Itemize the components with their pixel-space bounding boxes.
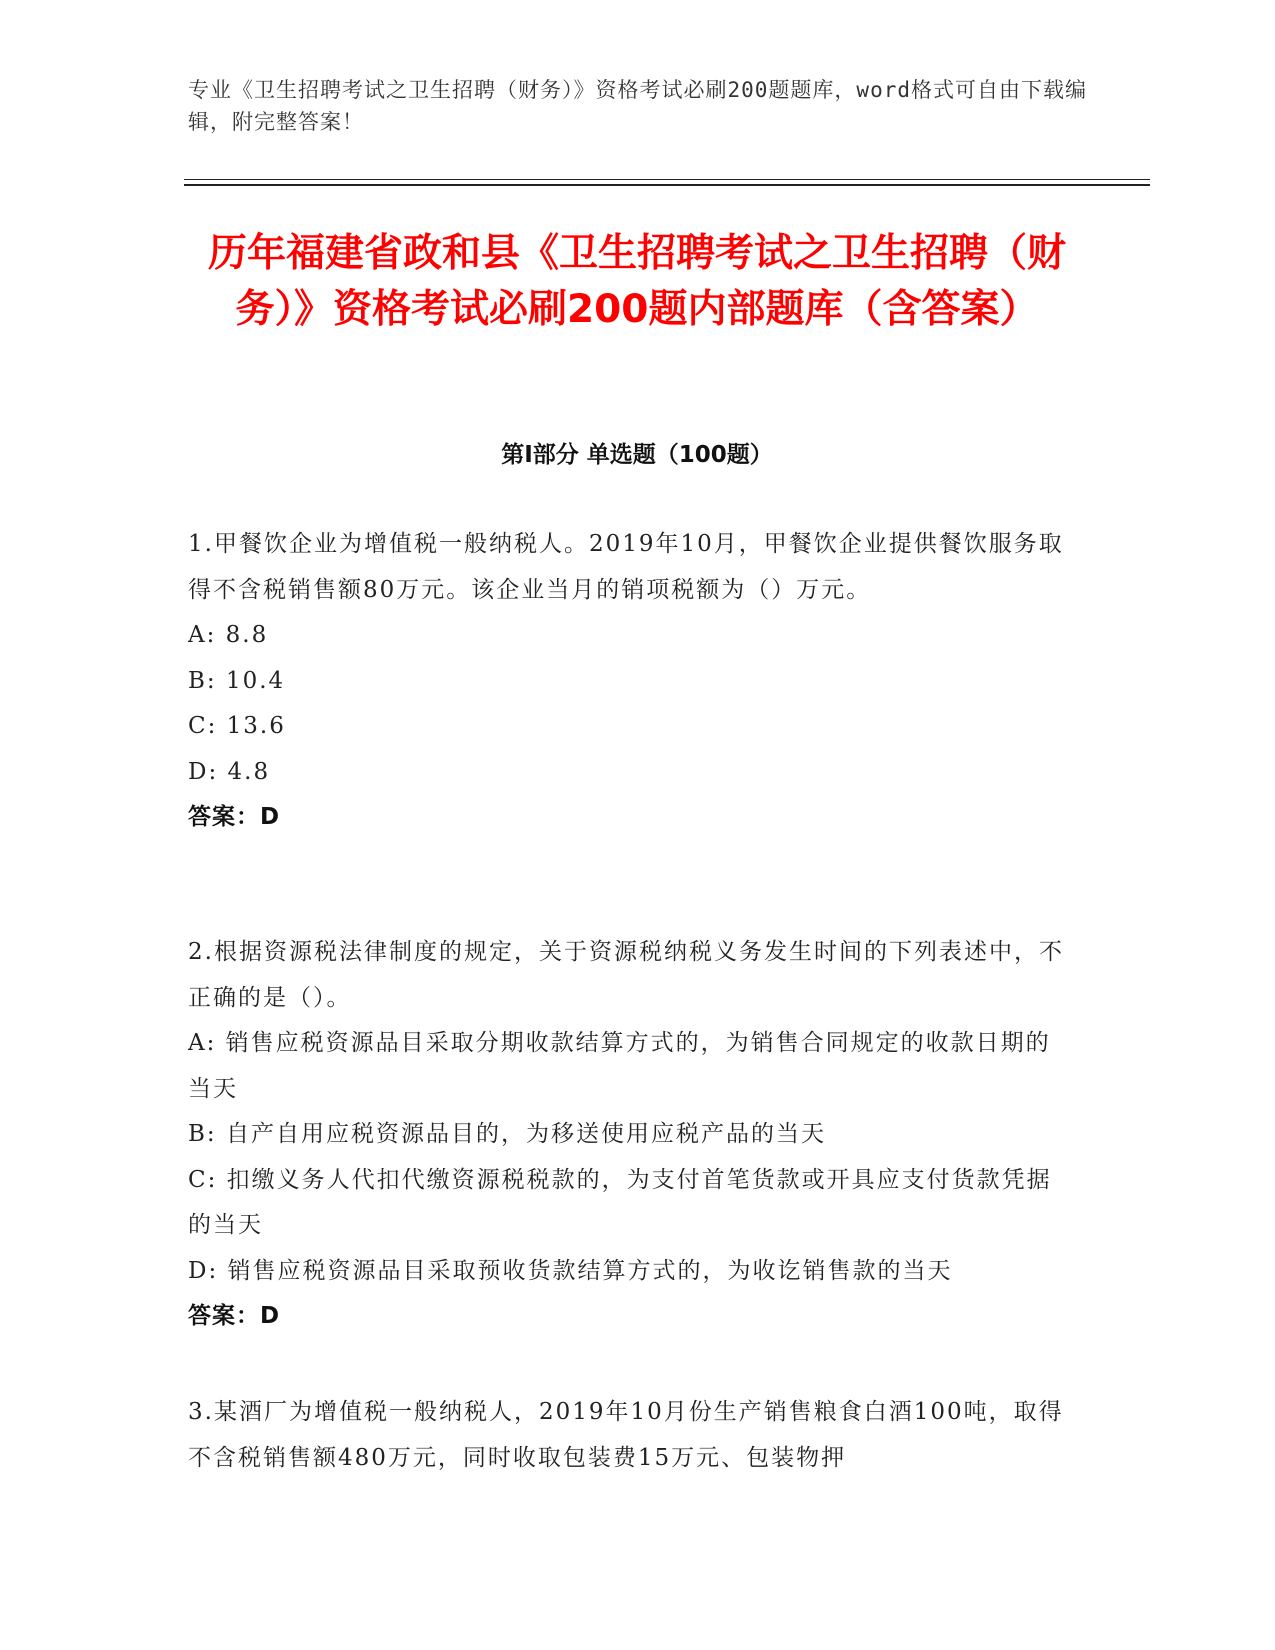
question-1 — [188, 522, 1068, 841]
question-3 — [188, 1390, 1068, 1481]
question-stem: 1.甲餐饮企业为增值税一般纳税人。2019年10月，甲餐饮企业提供餐饮服务取得不含税销售额80万元。该企业当月的销项税额为（）万元。 — [188, 531, 1064, 603]
option-a: A: 8.8 — [188, 622, 269, 648]
option-c: C: 13.6 — [188, 713, 286, 739]
document-title: 历年福建省政和县《卫生招聘考试之卫生招聘（财务）》资格考试必刷200题内部题库（含答案） — [207, 231, 1066, 332]
option-b: B: 10.4 — [188, 667, 286, 694]
option-d: D: 销售应税资源品目采取预收货款结算方式的，为收讫销售款的当天 — [188, 1257, 953, 1284]
header-note: 专业《卫生招聘考试之卫生招聘（财务）》资格考试必刷200题题库，word格式可自由下载编辑，附完整答案！ — [188, 78, 1087, 134]
answer-line: 答案：D — [188, 1303, 281, 1329]
option-b: B: 自产自用应税资源品目的，为移送使用应税产品的当天 — [188, 1121, 826, 1147]
header-divider-thick — [184, 184, 1150, 186]
option-c: C: 扣缴义务人代扣代缴资源税税款的，为支付首笔货款或开具应支付货款凭据的当天 — [188, 1166, 1052, 1238]
question-2 — [188, 930, 1068, 1340]
question-stem: 3.某酒厂为增值税一般纳税人，2019年10月份生产销售粮食白酒100吨，取得不含税销售额480万元，同时收取包装费15万元、包装物押 — [188, 1399, 1064, 1471]
option-d: D: 4.8 — [188, 758, 271, 785]
header-divider-thin — [184, 179, 1150, 180]
option-a: A: 销售应税资源品目采取分期收款结算方式的，为销售合同规定的收款日期的当天 — [188, 1030, 1051, 1102]
answer-line: 答案：D — [188, 804, 281, 830]
section-title: 第I部分 单选题（100题） — [501, 442, 773, 468]
question-stem: 2.根据资源税法律制度的规定，关于资源税纳税义务发生时间的下列表述中，不正确的是（）。 — [188, 939, 1064, 1011]
